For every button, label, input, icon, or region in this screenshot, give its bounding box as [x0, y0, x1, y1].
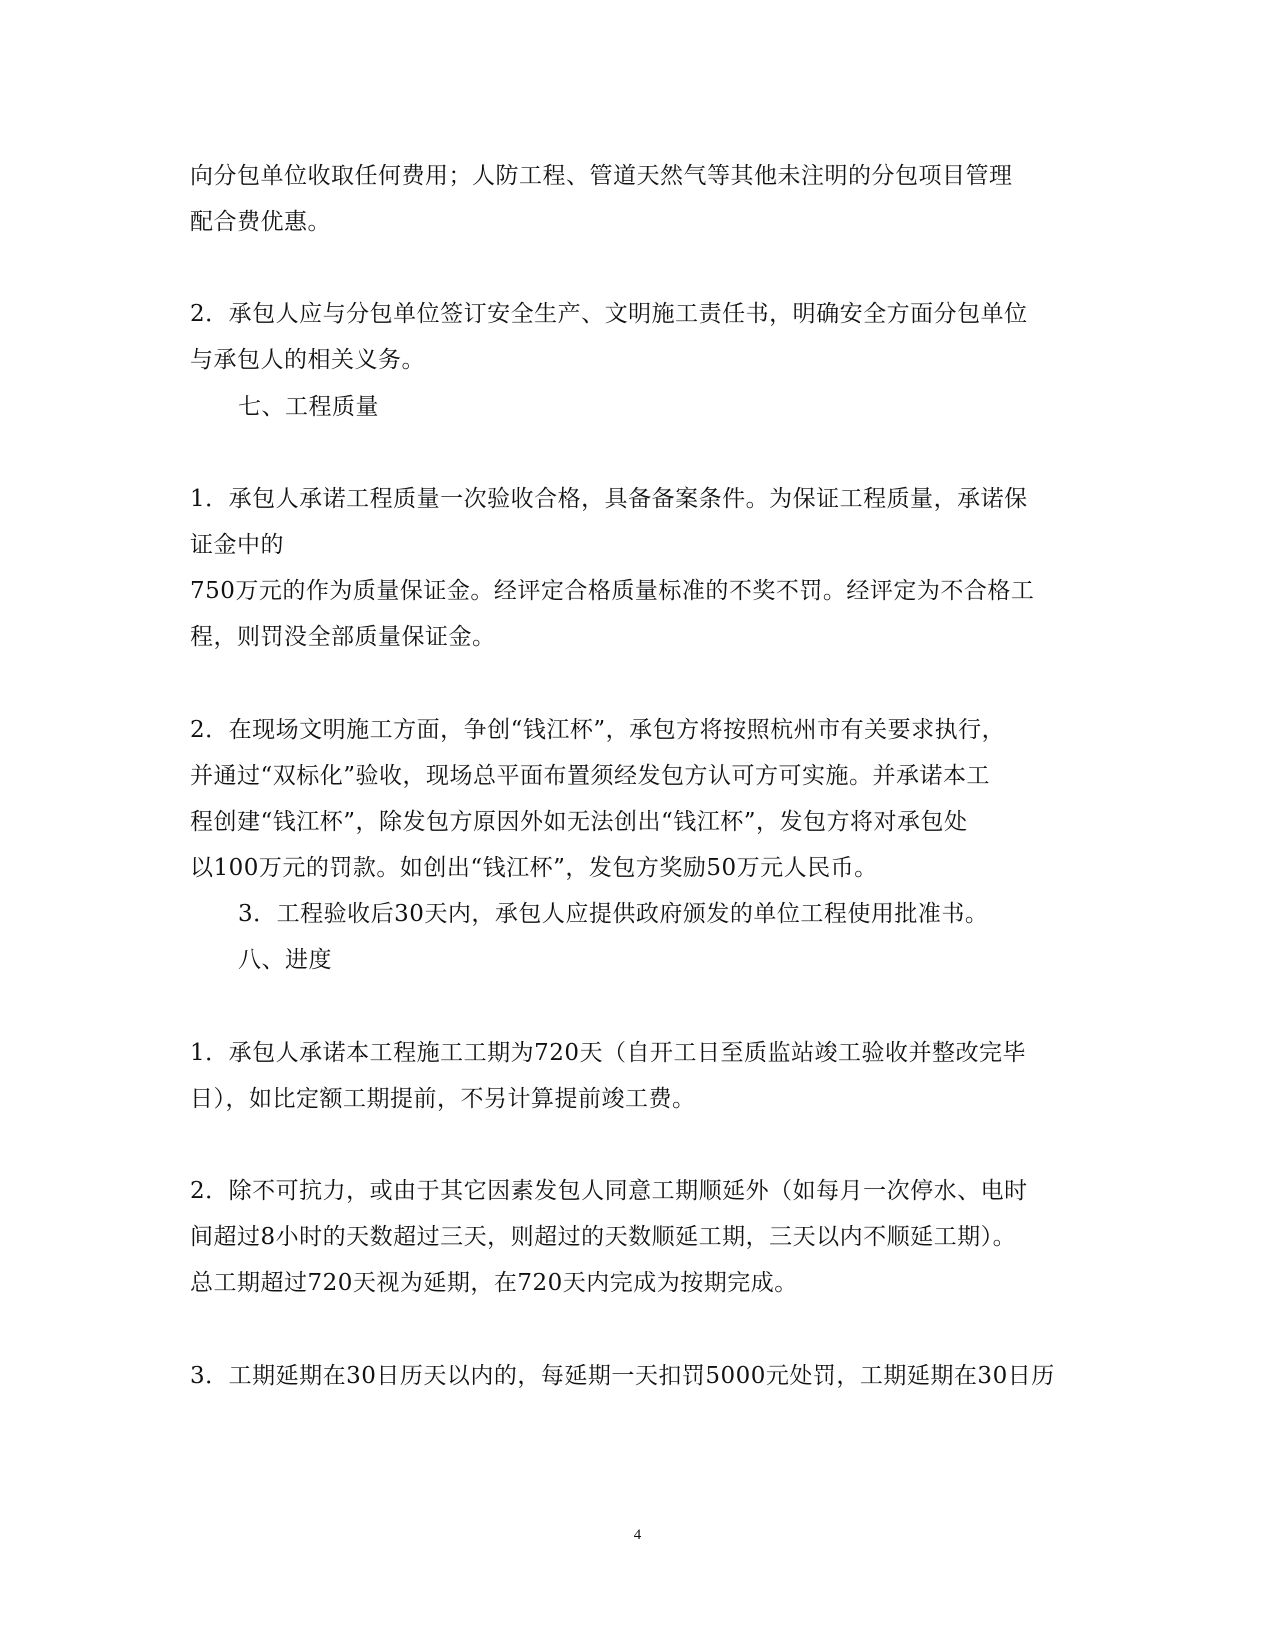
paragraph-line: 总工期超过720天视为延期，在720天内完成为按期完成。 — [190, 1270, 798, 1296]
paragraph-line: 2．除不可抗力，或由于其它因素发包人同意工期顺延外（如每月一次停水、电时 — [190, 1178, 1028, 1204]
paragraph-line: 程，则罚没全部质量保证金。 — [190, 624, 496, 650]
paragraph-line: 程创建“钱江杯”，除发包方原因外如无法创出“钱江杯”，发包方将对承包处 — [190, 809, 968, 835]
paragraph-line: 3．工期延期在30日历天以内的，每延期一天扣罚5000元处罚，工期延期在30日历 — [190, 1363, 1055, 1389]
paragraph-line: 证金中的 — [190, 532, 284, 558]
paragraph-line: 与承包人的相关义务。 — [190, 347, 425, 373]
section-heading: 七、工程质量 — [238, 394, 379, 420]
paragraph-line: 间超过8小时的天数超过三天，则超过的天数顺延工期，三天以内不顺延工期）。 — [190, 1224, 1017, 1250]
paragraph-line: 1．承包人承诺本工程施工工期为720天（自开工日至质监站竣工验收并整改完毕 — [190, 1040, 1027, 1066]
paragraph-line: 2．承包人应与分包单位签订安全生产、文明施工责任书，明确安全方面分包单位 — [190, 301, 1028, 327]
paragraph-line: 750万元的作为质量保证金。经评定合格质量标准的不奖不罚。经评定为不合格工 — [190, 578, 1035, 604]
paragraph-line: 2．在现场文明施工方面，争创“钱江杯”，承包方将按照杭州市有关要求执行， — [190, 717, 1006, 743]
paragraph-line: 并通过“双标化”验收，现场总平面布置须经发包方认可方可实施。并承诺本工 — [190, 763, 991, 789]
section-heading: 八、进度 — [238, 947, 332, 973]
paragraph-line: 3．工程验收后30天内，承包人应提供政府颁发的单位工程使用批准书。 — [238, 901, 989, 927]
paragraph-line: 以100万元的罚款。如创出“钱江杯”，发包方奖励50万元人民币。 — [190, 855, 878, 881]
paragraph-line: 日），如比定额工期提前，不另计算提前竣工费。 — [190, 1086, 696, 1112]
paragraph-line: 1．承包人承诺工程质量一次验收合格，具备备案条件。为保证工程质量，承诺保 — [190, 486, 1028, 512]
paragraph-line: 配合费优惠。 — [190, 209, 331, 235]
page-number: 4 — [633, 1527, 642, 1543]
paragraph-line: 向分包单位收取任何费用；人防工程、管道天然气等其他未注明的分包项目管理 — [190, 163, 1013, 189]
